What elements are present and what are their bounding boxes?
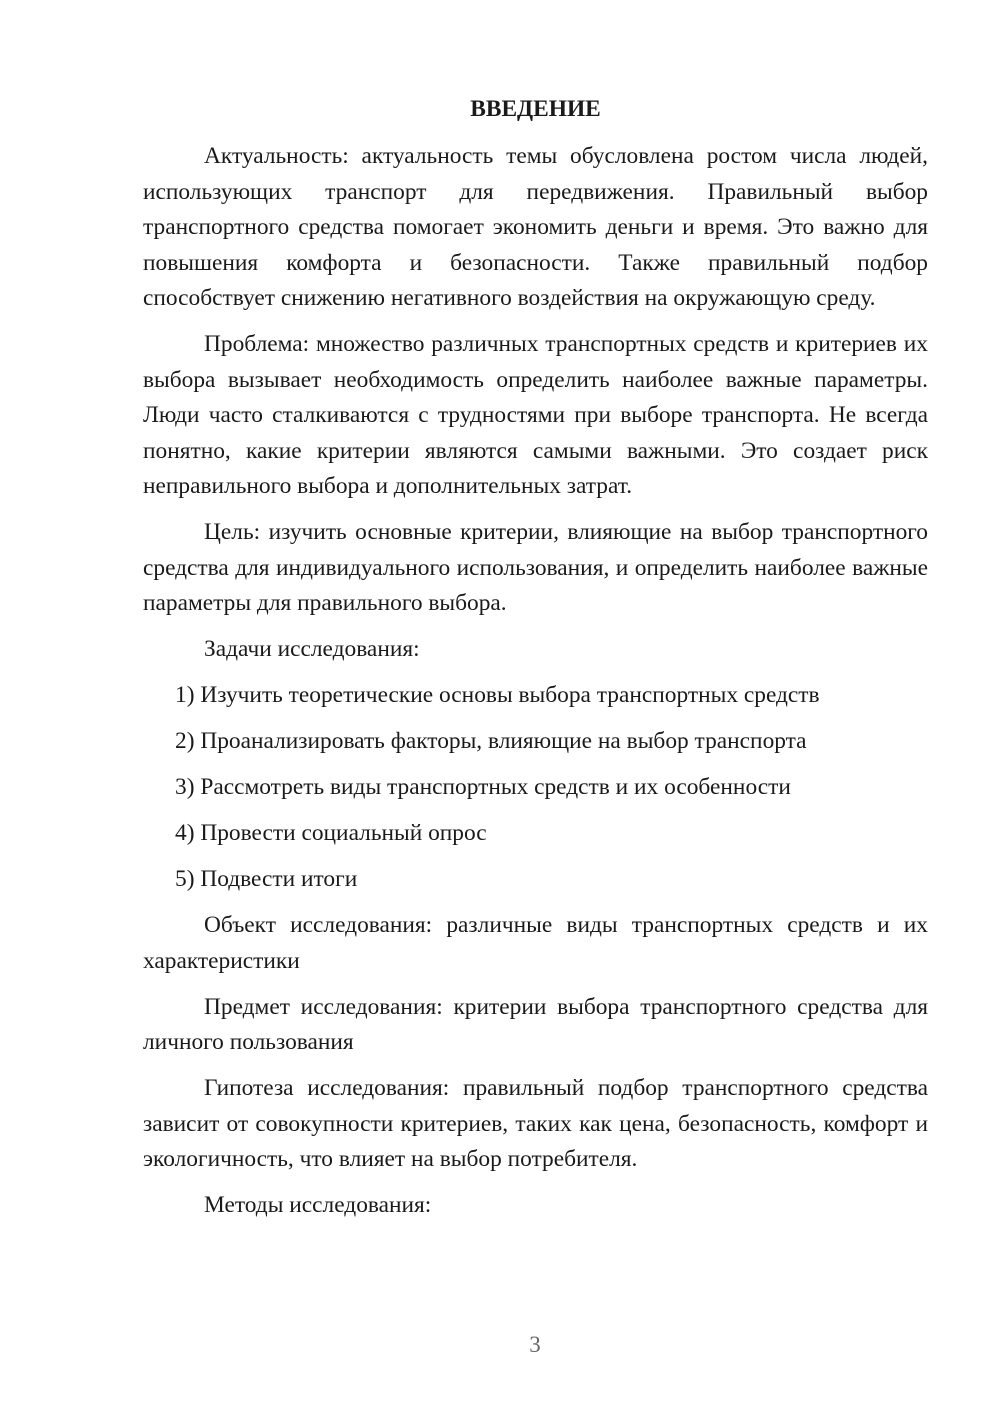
hypothesis-paragraph: Гипотеза исследования: правильный подбор транспортного средства зависит от совокупности критериев, таких как цена, безопасность, комфорт и экологичность, что влияет на выбор потребителя.	[143, 1075, 928, 1172]
document-body	[143, 92, 928, 1234]
page-title: ВВЕДЕНИЕ	[470, 96, 601, 122]
list-item: 5) Подвести итоги	[175, 866, 358, 892]
problem-paragraph: Проблема: множество различных транспортных средств и критериев их выбора вызывает необходимость определить наиболее важные параметры. Люди часто сталкиваются с трудностями при выборе транспорта. Не всегда понятно, какие критерии являются самыми важными. Это создает риск неправильного выбора и дополнительных затрат.	[143, 331, 928, 499]
tasks-heading: Задачи исследования:	[204, 636, 420, 662]
goal-paragraph: Цель: изучить основные критерии, влияющие на выбор транспортного средства для индивидуального использования, и определить наиболее важные параметры для правильного выбора.	[143, 519, 928, 616]
relevance-paragraph: Актуальность: актуальность темы обусловлена ростом числа людей, использующих транспорт для передвижения. Правильный выбор транспортного средства помогает экономить деньги и время. Это важно для повышения комфорта и безопасности. Также правильный подбор способствует снижению негативного воздействия на окружающую среду.	[143, 143, 928, 311]
page-number: 3	[529, 1332, 541, 1357]
list-item: 4) Провести социальный опрос	[175, 820, 487, 846]
list-item: 3) Рассмотреть виды транспортных средств и их особенности	[175, 774, 791, 800]
list-item: 2) Проанализировать факторы, влияющие на выбор транспорта	[175, 728, 807, 754]
object-paragraph: Объект исследования: различные виды транспортных средств и их характеристики	[143, 912, 928, 974]
subject-paragraph: Предмет исследования: критерии выбора транспортного средства для личного пользования	[143, 993, 928, 1055]
methods-heading: Методы исследования:	[204, 1192, 432, 1218]
tasks-list	[143, 678, 928, 898]
list-item: 1) Изучить теоретические основы выбора транспортных средств	[175, 682, 820, 708]
